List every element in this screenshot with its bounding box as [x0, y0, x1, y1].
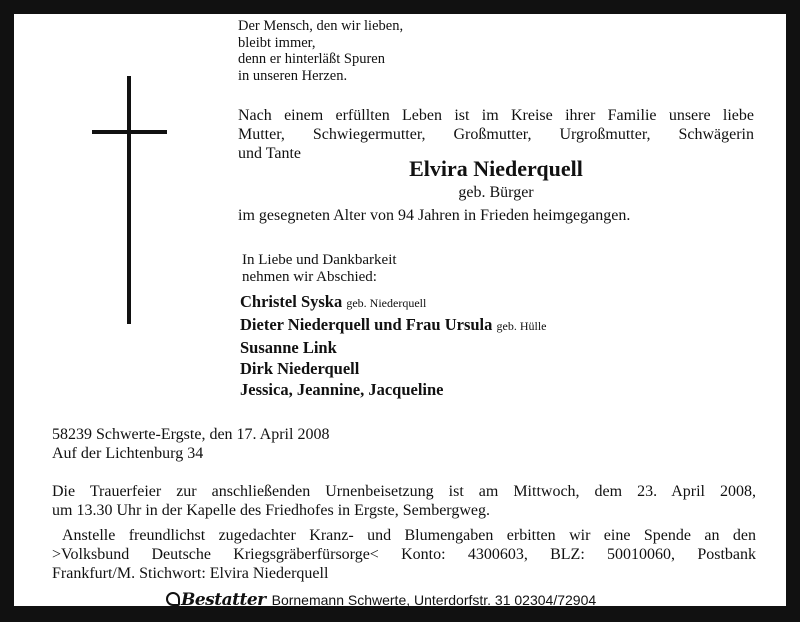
poem-line: in unseren Herzen. — [238, 67, 348, 84]
mourner-note: geb. Hülle — [496, 319, 547, 333]
poem-line: denn er hinterläßt Spuren — [238, 51, 385, 67]
mourners-list — [240, 291, 547, 400]
mourner-name: Christel Syska — [240, 292, 343, 311]
intro-line: Nach einem erfüllten Leben ist im Kreise ihrer Familie unsere liebe — [238, 107, 754, 124]
funeral-service-info — [52, 482, 756, 520]
mourner-row — [240, 291, 547, 314]
donation-line: Frankfurt/M. Stichwort: Elvira Niederquell — [52, 565, 329, 582]
intro-line: und Tante — [238, 145, 302, 162]
deceased-maiden-name: geb. Bürger — [458, 184, 534, 201]
mourner-name: Dirk Niederquell — [240, 359, 360, 378]
mourner-row — [240, 379, 547, 400]
undertaker-contact: Bornemann Schwerte, Unterdorfstr. 31 02304/72904 — [271, 592, 597, 608]
farewell-line: nehmen wir Abschied: — [242, 269, 377, 285]
farewell-text — [242, 252, 397, 286]
poem-line: bleibt immer, — [238, 34, 316, 51]
donation-line: >Volksbund Deutsche Kriegsgräberfürsorge< Konto: 4300603, BLZ: 50010060, Postbank — [52, 546, 756, 563]
memorial-poem — [238, 18, 403, 84]
mourner-row — [240, 337, 547, 358]
intro-line: Mutter, Schwiegermutter, Großmutter, Urgroßmutter, Schwägerin — [238, 126, 754, 143]
poem-line: Der Mensch, den wir lieben, — [238, 18, 404, 34]
service-line: Die Trauerfeier zur anschließenden Urnenbeisetzung ist am Mittwoch, dem 23. April 2008, — [52, 483, 756, 500]
donation-line: Anstelle freundlichst zugedachter Kranz- und Blumengaben erbitten wir eine Spende an den — [62, 527, 756, 544]
cross-icon-bar — [92, 130, 167, 134]
sender-address — [52, 425, 329, 463]
mourner-note: geb. Niederquell — [346, 296, 427, 310]
address-place-date: 58239 Schwerte-Ergste, den 17. April 2008 — [52, 426, 330, 443]
address-street: Auf der Lichtenburg 34 — [52, 445, 204, 462]
mourner-row — [240, 314, 547, 337]
undertaker-footer — [166, 592, 596, 608]
deceased-name: Elvira Niederquell — [409, 156, 583, 181]
undertaker-logo — [166, 590, 266, 610]
mourner-name: Dieter Niederquell und Frau Ursula — [240, 315, 493, 334]
donation-request — [52, 526, 756, 583]
mourner-row — [240, 358, 547, 379]
deceased-age-text: im gesegneten Alter von 94 Jahren in Frieden heimgegangen. — [238, 207, 631, 224]
mourner-name: Jessica, Jeannine, Jacqueline — [240, 380, 444, 399]
farewell-line: In Liebe und Dankbarkeit — [242, 252, 397, 268]
announcement-intro — [238, 106, 754, 163]
cross-icon — [127, 76, 131, 324]
mourner-name: Susanne Link — [240, 338, 337, 357]
service-line: um 13.30 Uhr in der Kapelle des Friedhofes in Ergste, Sembergweg. — [52, 502, 490, 519]
logo-text: Bestatter — [181, 590, 266, 610]
logo-mark-icon — [166, 592, 180, 606]
